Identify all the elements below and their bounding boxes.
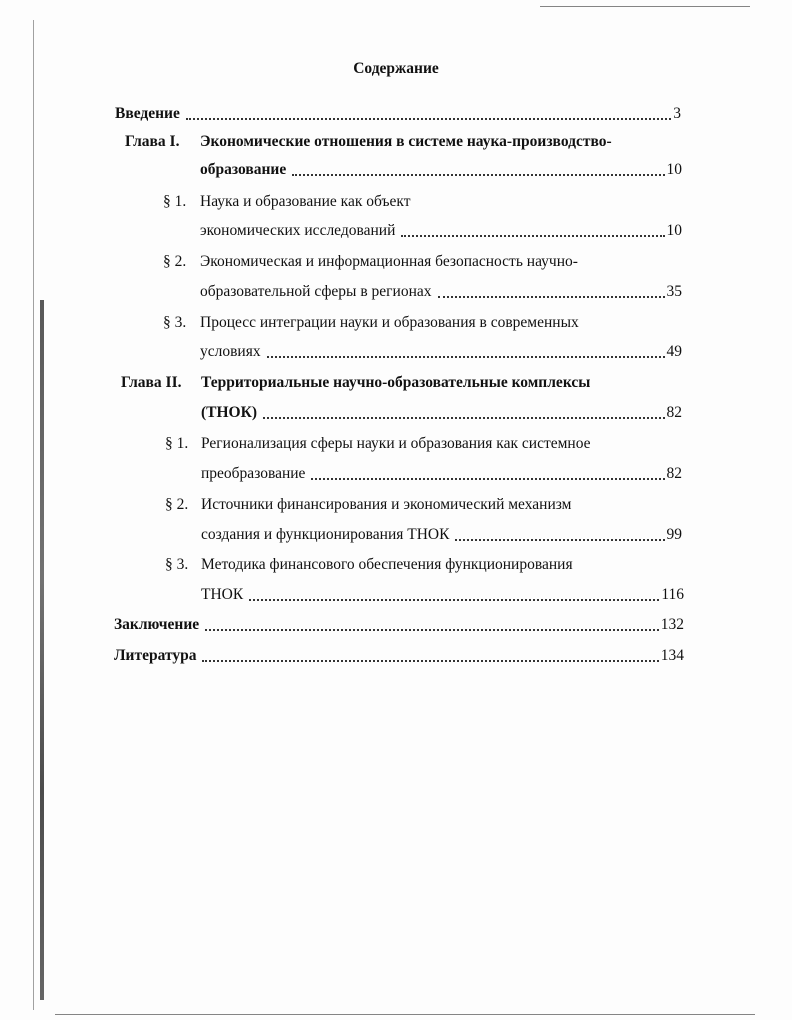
toc-page: 35	[666, 283, 682, 300]
section-2-1-number: § 1.	[165, 435, 189, 452]
scan-bottom-line	[55, 1014, 755, 1015]
toc-label: Заключение	[114, 616, 200, 633]
scan-top-line	[540, 6, 750, 7]
leader-dots	[202, 659, 658, 662]
toc-page: 10	[666, 161, 682, 178]
toc-entry-section-2-2	[201, 525, 682, 545]
toc-label: условиях	[200, 343, 261, 360]
section-1-2-title-line1: Экономическая и информационная безопасность научно-	[200, 253, 578, 270]
toc-entry-conclusion	[114, 615, 684, 635]
chapter-1-title-line1: Экономические отношения в системе наука-производство-	[200, 133, 612, 150]
toc-entry-section-1-3	[200, 342, 682, 362]
toc-entry-section-2-3	[201, 585, 684, 605]
toc-label: образовательной сферы в регионах	[200, 283, 432, 300]
toc-page: 82	[666, 465, 682, 482]
section-1-2-number: § 2.	[163, 253, 187, 270]
toc-entry-section-1-2	[200, 282, 682, 302]
toc-label: образование	[200, 161, 287, 178]
leader-dots	[438, 295, 665, 298]
section-1-3-number: § 3.	[163, 314, 187, 331]
toc-label: экономических исследований	[200, 222, 396, 239]
toc-entry-section-2-1	[201, 464, 682, 484]
toc-page: 3	[673, 105, 681, 122]
section-1-3-title-line1: Процесс интеграции науки и образования в современных	[200, 314, 579, 331]
toc-page: 116	[661, 586, 684, 603]
section-2-1-title-line1: Регионализация сферы науки и образования как системное	[201, 435, 591, 452]
scan-edge-shadow	[40, 300, 44, 1000]
scan-edge-line	[33, 20, 34, 1010]
toc-label: создания и функционирования ТНОК	[201, 526, 450, 543]
leader-dots	[292, 173, 664, 176]
leader-dots	[267, 355, 665, 358]
toc-page: 10	[666, 222, 682, 239]
section-2-2-number: § 2.	[165, 496, 189, 513]
toc-page: 99	[666, 526, 682, 543]
leader-dots	[401, 234, 664, 237]
leader-dots	[263, 416, 664, 419]
toc-entry-intro	[115, 104, 681, 124]
section-2-2-title-line1: Источники финансирования и экономический механизм	[201, 496, 572, 513]
page-title: Содержание	[353, 60, 439, 77]
leader-dots	[186, 117, 671, 120]
toc-entry-chapter-2	[201, 403, 682, 423]
toc-label: Литература	[114, 647, 197, 664]
toc-label: Введение	[115, 105, 180, 122]
toc-entry-chapter-1	[200, 160, 682, 180]
section-2-3-number: § 3.	[165, 556, 189, 573]
section-2-3-title-line1: Методика финансового обеспечения функционирования	[201, 556, 573, 573]
chapter-1-number: Глава I.	[125, 133, 180, 150]
toc-page: 132	[660, 616, 684, 633]
toc-page: 82	[666, 404, 682, 421]
toc-page: 134	[660, 647, 684, 664]
toc-label: ТНОК	[201, 586, 244, 603]
toc-page: 49	[666, 343, 682, 360]
toc-label: (ТНОК)	[201, 404, 258, 421]
chapter-2-title-line1: Территориальные научно-образовательные комплексы	[201, 374, 591, 391]
toc-entry-section-1-1	[200, 221, 682, 241]
toc-entry-literature	[114, 646, 684, 666]
leader-dots	[455, 538, 664, 541]
leader-dots	[205, 628, 659, 631]
toc-label: преобразование	[201, 465, 306, 482]
leader-dots	[311, 477, 664, 480]
section-1-1-number: § 1.	[163, 193, 187, 210]
leader-dots	[249, 598, 659, 601]
chapter-2-number: Глава II.	[121, 374, 182, 391]
section-1-1-title-line1: Наука и образование как объект	[200, 193, 411, 210]
